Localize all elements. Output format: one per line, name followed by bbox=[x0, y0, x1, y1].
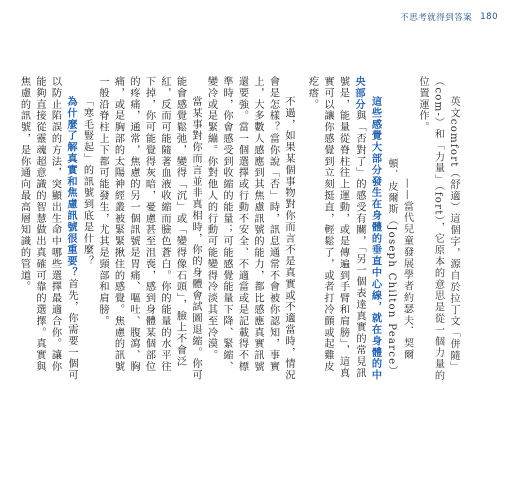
highlight-text: 為什麼了解真實和焦慮訊號很重要？ bbox=[65, 96, 77, 279]
paragraph-text: 當某事對你而言並非真相時，你的身體會試圖退縮。你可能會感覺鬆弛，變得「沉」或「變得像石頭」，臉上不會泛紅，反而可能隨著血液收縮而臉色蒼白。你的能量的水平往下掉，你可能覺得灰暗，憂慮甚至沮喪，感到身體某個部位的疼痛，通常，焦慮的另一個訊號是胃痛、嘔吐、腹瀉、胸痛，或是胸部的太陽神經叢被緊緊揪住的感覺。焦慮的訊號一般沿脊柱上下都可能發生，尤其是頸部和肩膀。 bbox=[97, 76, 201, 382]
paragraph-4 bbox=[79, 76, 95, 382]
paragraph-text: 與「否對了」的感受有關，「另一個表達真實的常見訊號是，能量從脊柱往上運動，或是傳遍到手臂和肩膀」，這真實可以讓你感覺到立刻挺直，輕鬆了，或者打冷顫或起雞皮疙瘩。 bbox=[306, 76, 365, 379]
paragraph-3 bbox=[95, 76, 204, 382]
paragraph-2 bbox=[203, 76, 296, 382]
running-header bbox=[308, 10, 498, 24]
epigraph-attribution: ——當代兒童發展學者約瑟夫．契爾頓．皮爾斯（Joseph Chilton Pearce） bbox=[386, 157, 413, 377]
paragraph-text: 首先，你需要一個可以防止陷誤的方法，突顯出生命中哪些選擇最適合你。讓你能夠直接從靈魂超意識的智慧做出真確可靠的選擇。真實與焦慮的訊號，是你通向最高層知識的管道。 bbox=[18, 76, 77, 382]
epigraph-quote: 英文comfort（舒適）這個字，源自於拉丁文「併隨」（com-）和「力量」（fort），它原本的意思是從一個力量的位置運作。 bbox=[417, 76, 459, 382]
paragraph-text: 「寒毛豎起」的訊號到底是什麼？ bbox=[81, 96, 93, 268]
vertical-text-block bbox=[18, 76, 461, 382]
paragraph-5 bbox=[16, 76, 79, 382]
book-title: 不思考就得到答案 bbox=[400, 13, 473, 23]
highlight-text: 這些感覺大部分發生在身體的垂直中心線，就在身體的中央部分 bbox=[353, 76, 382, 382]
page-number: 180 bbox=[480, 12, 498, 22]
paragraph-1 bbox=[304, 76, 384, 382]
paragraph-text: 不過，如果某個事物對你而言不是真實或不適當時，情況會是怎樣？當你說「否」時，訊息通常不會被你認知，事實上，大多數人感應到其焦慮訊號的能力，都比感應真實訊號還要強。當一個選擇或行動不安全、不適當或是記載得不標準時，你會感受到收縮的能量；可能感覺能量下降、緊縮、變冷或是緊繃。你對他人的行動可能變得冷淡其至冷漠。 bbox=[205, 76, 294, 382]
